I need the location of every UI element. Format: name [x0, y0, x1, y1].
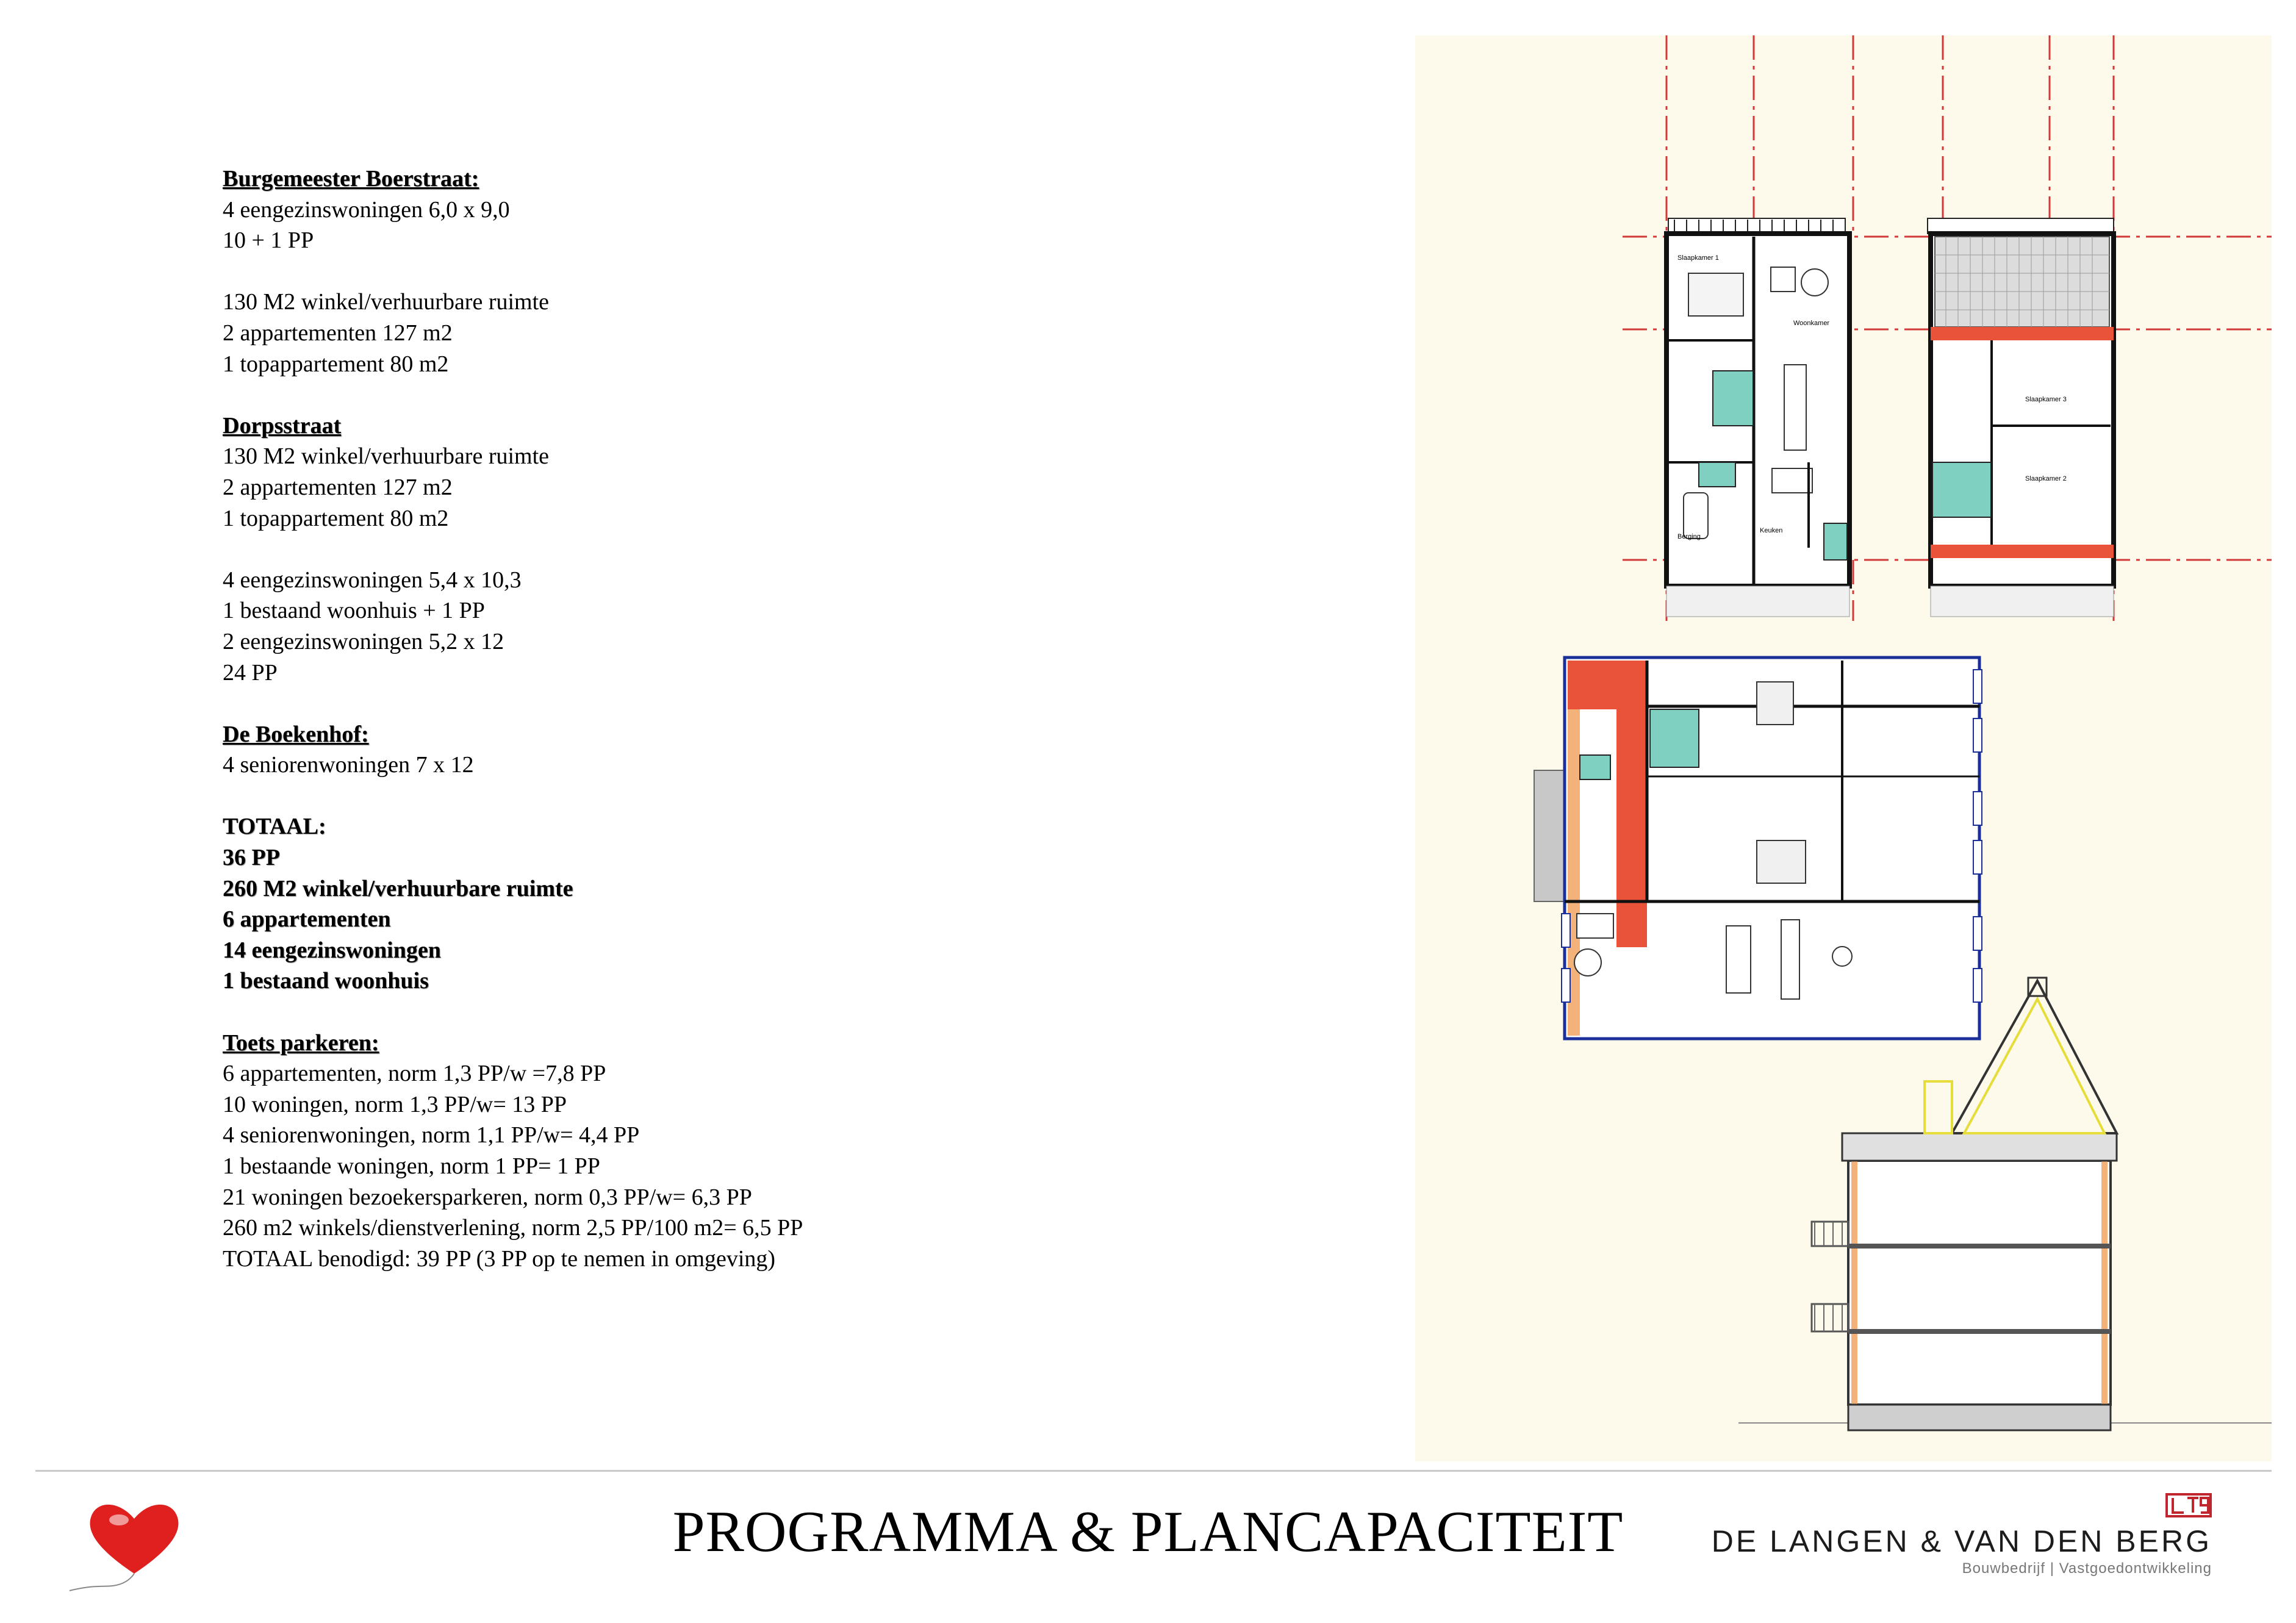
total-line: 1 bestaand woonhuis [223, 968, 429, 994]
parking-line: 6 appartementen, norm 1,3 PP/w =7,8 PP [223, 1061, 606, 1087]
total-line: 36 PP [223, 845, 280, 871]
program-blank [223, 256, 1321, 287]
program-line: 130 M2 winkel/verhuurbare ruimte [223, 443, 550, 470]
program-line: 2 appartementen 127 m2 [223, 320, 453, 346]
program-line: 1 topappartement 80 m2 [223, 351, 449, 377]
footer-divider [35, 1470, 2272, 1472]
parking-line: 1 bestaande woningen, norm 1 PP= 1 PP [223, 1153, 600, 1179]
room-label: Woonkamer [1793, 320, 1830, 327]
program-line: 4 eengezinswoningen 6,0 x 9,0 [223, 196, 510, 223]
program-line: 4 eengezinswoningen 5,4 x 10,3 [223, 567, 522, 593]
program-line: 1 bestaand woonhuis + 1 PP [223, 598, 485, 624]
room-label: Berging [1677, 533, 1701, 540]
program-line: 4 seniorenwoningen 7 x 12 [223, 752, 474, 778]
spacer [223, 688, 1321, 719]
parking-line: 4 seniorenwoningen, norm 1,1 PP/w= 4,4 PP [223, 1122, 640, 1148]
apartment-plan [1534, 657, 1982, 1039]
spacer [223, 379, 1321, 410]
total-line: 14 eengezinswoningen [223, 937, 441, 963]
program-line: 1 topappartement 80 m2 [223, 505, 449, 531]
room-label: Slaapkamer 1 [1677, 254, 1719, 262]
upper-floor-plan [1928, 218, 2114, 617]
section-heading-parkeren: Toets parkeren: [223, 1030, 379, 1056]
room-label: Slaapkamer 2 [2025, 475, 2067, 482]
program-line: 24 PP [223, 659, 278, 686]
section-heading-dorpsstraat: Dorpsstraat [223, 412, 342, 439]
total-line: 260 M2 winkel/verhuurbare ruimte [223, 875, 573, 901]
parking-line: 260 m2 winkels/dienstverlening, norm 2,5 PP/100 m2= 6,5 PP [223, 1215, 803, 1241]
program-line: 10 + 1 PP [223, 228, 314, 254]
architectural-drawings [1415, 35, 2272, 1461]
drawing-panel [1415, 35, 2272, 1461]
program-text [223, 163, 1321, 1274]
program-line: 130 M2 winkel/verhuurbare ruimte [223, 289, 550, 315]
room-label: Keuken [1760, 527, 1783, 534]
brand-logo-icon [2165, 1493, 2212, 1517]
parking-line: 10 woningen, norm 1,3 PP/w= 13 PP [223, 1091, 567, 1117]
parking-line: 21 woningen bezoekersparkeren, norm 0,3 PP/w= 6,3 PP [223, 1184, 752, 1210]
program-line: 2 appartementen 127 m2 [223, 474, 453, 500]
section-heading-burgemeester: Burgemeester Boerstraat: [223, 166, 479, 192]
program-blank [223, 534, 1321, 565]
section-heading-boekenhof: De Boekenhof: [223, 721, 369, 747]
spacer [223, 997, 1321, 1028]
brand-block [1663, 1493, 2212, 1578]
room-label: Slaapkamer 3 [2025, 396, 2067, 403]
brand-name: DE LANGEN & VAN DEN BERG [1711, 1524, 2212, 1558]
page-title: PROGRAMMA & PLANCAPACITEIT [672, 1499, 1624, 1564]
section-heading-totaal: TOTAAL: [223, 814, 326, 840]
parking-line: TOTAAL benodigd: 39 PP (3 PP op te nemen in omgeving) [223, 1245, 776, 1272]
total-line: 6 appartementen [223, 906, 391, 933]
ground-floor-plan [1666, 218, 1849, 617]
section-drawing [1738, 978, 2272, 1430]
spacer [223, 781, 1321, 812]
brand-subtitle: Bouwbedrijf | Vastgoedontwikkeling [1962, 1560, 2212, 1577]
program-line: 2 eengezinswoningen 5,2 x 12 [223, 628, 504, 654]
